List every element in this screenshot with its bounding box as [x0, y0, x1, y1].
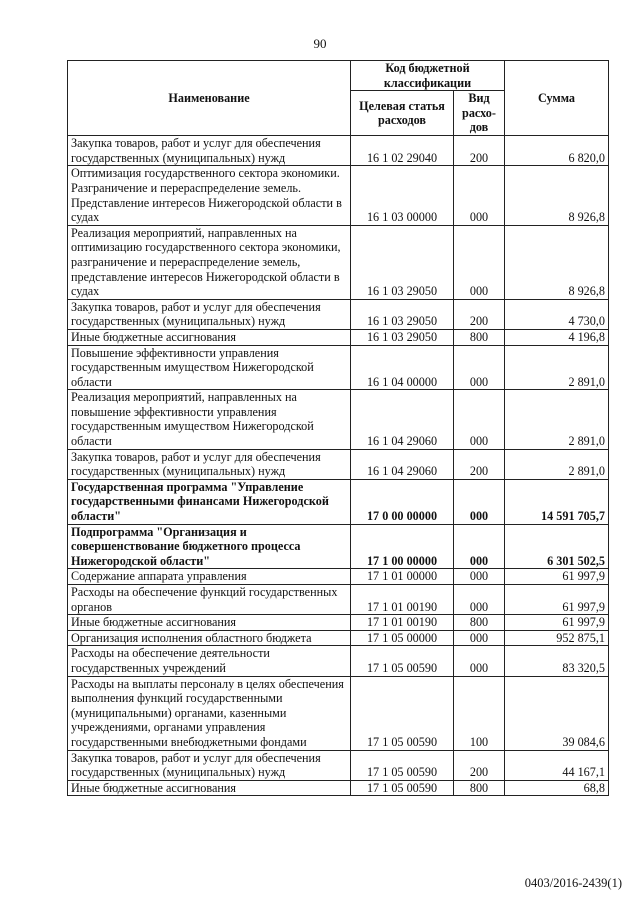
row-name: Закупка товаров, работ и услуг для обеспечения государственных (муниципальных) нужд	[68, 449, 351, 479]
row-name: Иные бюджетные ассигнования	[68, 329, 351, 345]
row-expense-type: 100	[454, 676, 505, 750]
row-sum: 8 926,8	[505, 166, 609, 225]
table-row	[68, 585, 609, 615]
row-target-code: 16 1 04 00000	[351, 345, 454, 390]
row-name: Иные бюджетные ассигнования	[68, 615, 351, 631]
row-sum: 2 891,0	[505, 390, 609, 449]
row-expense-type: 000	[454, 479, 505, 524]
row-name: Расходы на выплаты персоналу в целях обеспечения выполнения функций государственными (муниципальными) органами, казенными учреждениями, органами управления государственными внебюджетными фондами	[68, 676, 351, 750]
row-target-code: 16 1 04 29060	[351, 449, 454, 479]
table-row	[68, 390, 609, 449]
row-name: Расходы на обеспечение функций государственных органов	[68, 585, 351, 615]
header-target: Целевая статья расходов	[351, 91, 454, 136]
row-expense-type: 200	[454, 299, 505, 329]
row-expense-type: 000	[454, 646, 505, 676]
table-body	[68, 136, 609, 796]
table-row	[68, 449, 609, 479]
row-target-code: 16 1 03 00000	[351, 166, 454, 225]
table-row	[68, 166, 609, 225]
row-name: Расходы на обеспечение деятельности государственных учреждений	[68, 646, 351, 676]
row-expense-type: 800	[454, 329, 505, 345]
table-row	[68, 676, 609, 750]
table-row	[68, 136, 609, 166]
row-name: Закупка товаров, работ и услуг для обеспечения государственных (муниципальных) нужд	[68, 750, 351, 780]
row-sum: 61 997,9	[505, 615, 609, 631]
row-sum: 61 997,9	[505, 585, 609, 615]
row-target-code: 17 1 05 00000	[351, 630, 454, 646]
table-row	[68, 299, 609, 329]
row-expense-type: 800	[454, 615, 505, 631]
row-expense-type: 200	[454, 449, 505, 479]
header-sum: Сумма	[505, 61, 609, 136]
table-header	[68, 61, 609, 136]
row-name: Повышение эффективности управления государственным имуществом Нижегородской области	[68, 345, 351, 390]
row-sum: 2 891,0	[505, 449, 609, 479]
row-target-code: 16 1 03 29050	[351, 329, 454, 345]
row-target-code: 17 1 01 00190	[351, 615, 454, 631]
row-sum: 61 997,9	[505, 569, 609, 585]
row-sum: 4 196,8	[505, 329, 609, 345]
row-expense-type: 000	[454, 345, 505, 390]
table-row	[68, 569, 609, 585]
row-expense-type: 000	[454, 585, 505, 615]
table-row	[68, 329, 609, 345]
table-row	[68, 780, 609, 796]
row-name: Оптимизация государственного сектора экономики. Разграничение и перераспределение земель. Представление интересов Нижегородской области в судах	[68, 166, 351, 225]
row-target-code: 16 1 03 29050	[351, 299, 454, 329]
row-target-code: 17 1 05 00590	[351, 646, 454, 676]
document-code: 0403/2016-2439(1)	[524, 876, 622, 890]
header-code-group: Код бюджетной классификации	[351, 61, 505, 91]
table-row	[68, 524, 609, 569]
row-target-code: 17 1 05 00590	[351, 780, 454, 796]
row-sum: 83 320,5	[505, 646, 609, 676]
row-name: Подпрограмма "Организация и совершенствование бюджетного процесса Нижегородской области"	[68, 524, 351, 569]
header-type: Вид расхо-дов	[454, 91, 505, 136]
budget-table	[67, 60, 609, 796]
row-sum: 6 301 502,5	[505, 524, 609, 569]
page-number: 90	[313, 36, 327, 51]
row-name: Государственная программа "Управление государственными финансами Нижегородской области"	[68, 479, 351, 524]
row-expense-type: 000	[454, 630, 505, 646]
row-expense-type: 000	[454, 390, 505, 449]
table-row	[68, 646, 609, 676]
row-expense-type: 000	[454, 524, 505, 569]
row-expense-type: 000	[454, 569, 505, 585]
row-sum: 952 875,1	[505, 630, 609, 646]
row-expense-type: 000	[454, 166, 505, 225]
row-sum: 2 891,0	[505, 345, 609, 390]
row-target-code: 16 1 04 29060	[351, 390, 454, 449]
row-sum: 68,8	[505, 780, 609, 796]
row-target-code: 16 1 03 29050	[351, 225, 454, 299]
row-sum: 14 591 705,7	[505, 479, 609, 524]
row-expense-type: 200	[454, 136, 505, 166]
row-name: Иные бюджетные ассигнования	[68, 780, 351, 796]
row-name: Содержание аппарата управления	[68, 569, 351, 585]
row-expense-type: 200	[454, 750, 505, 780]
row-target-code: 17 1 05 00590	[351, 750, 454, 780]
row-sum: 8 926,8	[505, 225, 609, 299]
row-target-code: 17 1 00 00000	[351, 524, 454, 569]
row-sum: 39 084,6	[505, 676, 609, 750]
row-name: Реализация мероприятий, направленных на оптимизацию государственного сектора экономики, разграничение и перераспределение земель, представление интересов Нижегородской области в судах	[68, 225, 351, 299]
table-row	[68, 479, 609, 524]
row-target-code: 17 1 01 00000	[351, 569, 454, 585]
row-target-code: 16 1 02 29040	[351, 136, 454, 166]
row-target-code: 17 0 00 00000	[351, 479, 454, 524]
row-name: Закупка товаров, работ и услуг для обеспечения государственных (муниципальных) нужд	[68, 136, 351, 166]
row-sum: 44 167,1	[505, 750, 609, 780]
row-sum: 4 730,0	[505, 299, 609, 329]
row-expense-type: 000	[454, 225, 505, 299]
table-row	[68, 630, 609, 646]
row-sum: 6 820,0	[505, 136, 609, 166]
table-row	[68, 750, 609, 780]
table-row	[68, 345, 609, 390]
row-target-code: 17 1 01 00190	[351, 585, 454, 615]
row-expense-type: 800	[454, 780, 505, 796]
row-target-code: 17 1 05 00590	[351, 676, 454, 750]
table-row	[68, 615, 609, 631]
row-name: Организация исполнения областного бюджета	[68, 630, 351, 646]
row-name: Реализация мероприятий, направленных на повышение эффективности управления государственным имуществом Нижегородской области	[68, 390, 351, 449]
row-name: Закупка товаров, работ и услуг для обеспечения государственных (муниципальных) нужд	[68, 299, 351, 329]
table-row	[68, 225, 609, 299]
header-name: Наименование	[68, 61, 351, 136]
